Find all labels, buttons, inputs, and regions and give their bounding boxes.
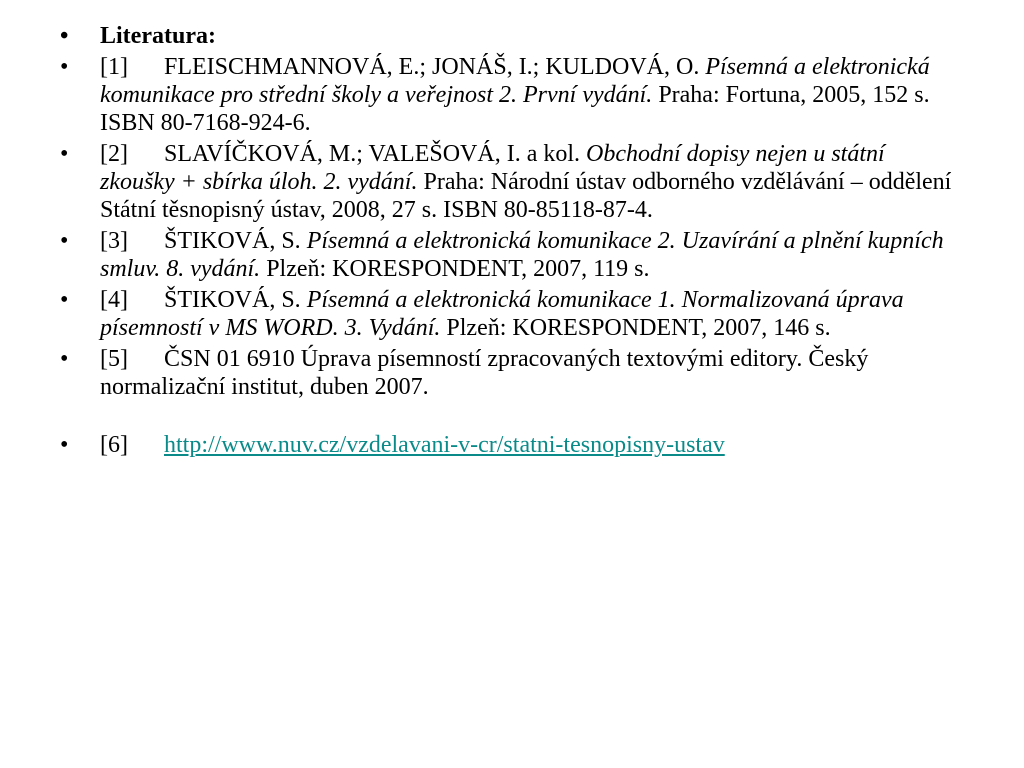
- reference-item-2: [60, 140, 965, 224]
- reference-item-5: [60, 345, 965, 401]
- bullet: •: [60, 141, 69, 167]
- reference-title: Obchodní dopisy nejen u státní zkoušky + sbírka úloh. 2. vydání.: [100, 141, 885, 195]
- reference-title: Písemná a elektronická komunikace 2. Uzavírání a plnění kupních smluv. 8. vydání.: [100, 228, 944, 282]
- bullet: •: [60, 287, 69, 313]
- reference-text: ČSN 01 6910 Úprava písemností zpracovaných textovými editory. Český normalizační institut, duben 2007.: [100, 346, 869, 400]
- reference-item-4: [60, 286, 965, 342]
- reference-title: Písemná a elektronická komunikace pro střední školy a veřejnost 2. První vydání.: [100, 54, 930, 108]
- reference-number: [5]: [100, 346, 128, 372]
- reference-number: [3]: [100, 228, 128, 254]
- reference-authors: ŠTIKOVÁ, S.: [164, 287, 307, 313]
- reference-number: [1]: [100, 54, 128, 80]
- bibliography-heading: [60, 22, 965, 50]
- reference-item-1: [60, 53, 965, 137]
- reference-isbn: ISBN 80-7168-924-6.: [100, 110, 311, 136]
- heading-text: Literatura:: [100, 23, 216, 49]
- reference-publisher: Plzeň: KORESPONDENT, 2007, 146 s.: [440, 315, 831, 341]
- reference-link[interactable]: http://www.nuv.cz/vzdelavani-v-cr/statni-tesnopisny-ustav: [164, 432, 725, 458]
- reference-publisher: Praha: Národní ústav odborného vzdělávání – oddělení Státní těsnopisný ústav, 2008, 27 s. ISBN 80-85118-87-4.: [100, 169, 952, 223]
- reference-authors: FLEISCHMANNOVÁ, E.; JONÁŠ, I.; KULDOVÁ, O.: [164, 54, 706, 80]
- reference-title: Písemná a elektronická komunikace 1. Normalizovaná úprava písemností v MS WORD. 3. Vydání.: [100, 287, 904, 341]
- bullet: •: [60, 228, 69, 254]
- bullet: •: [60, 54, 69, 80]
- reference-authors: SLAVÍČKOVÁ, M.; VALEŠOVÁ, I. a kol.: [164, 141, 587, 167]
- reference-authors: ŠTIKOVÁ, S.: [164, 228, 307, 254]
- reference-number: [6]: [100, 432, 128, 458]
- reference-publisher: Plzeň: KORESPONDENT, 2007, 119 s.: [260, 256, 650, 282]
- reference-number: [4]: [100, 287, 128, 313]
- bullet: •: [60, 346, 69, 372]
- reference-number: [2]: [100, 141, 128, 167]
- bullet: •: [60, 23, 69, 49]
- bibliography-list: [60, 22, 965, 462]
- reference-item-6: [60, 431, 965, 459]
- reference-publisher: Praha: Fortuna, 2005, 152 s.: [652, 82, 930, 108]
- bullet: •: [60, 432, 69, 458]
- reference-item-3: [60, 227, 965, 283]
